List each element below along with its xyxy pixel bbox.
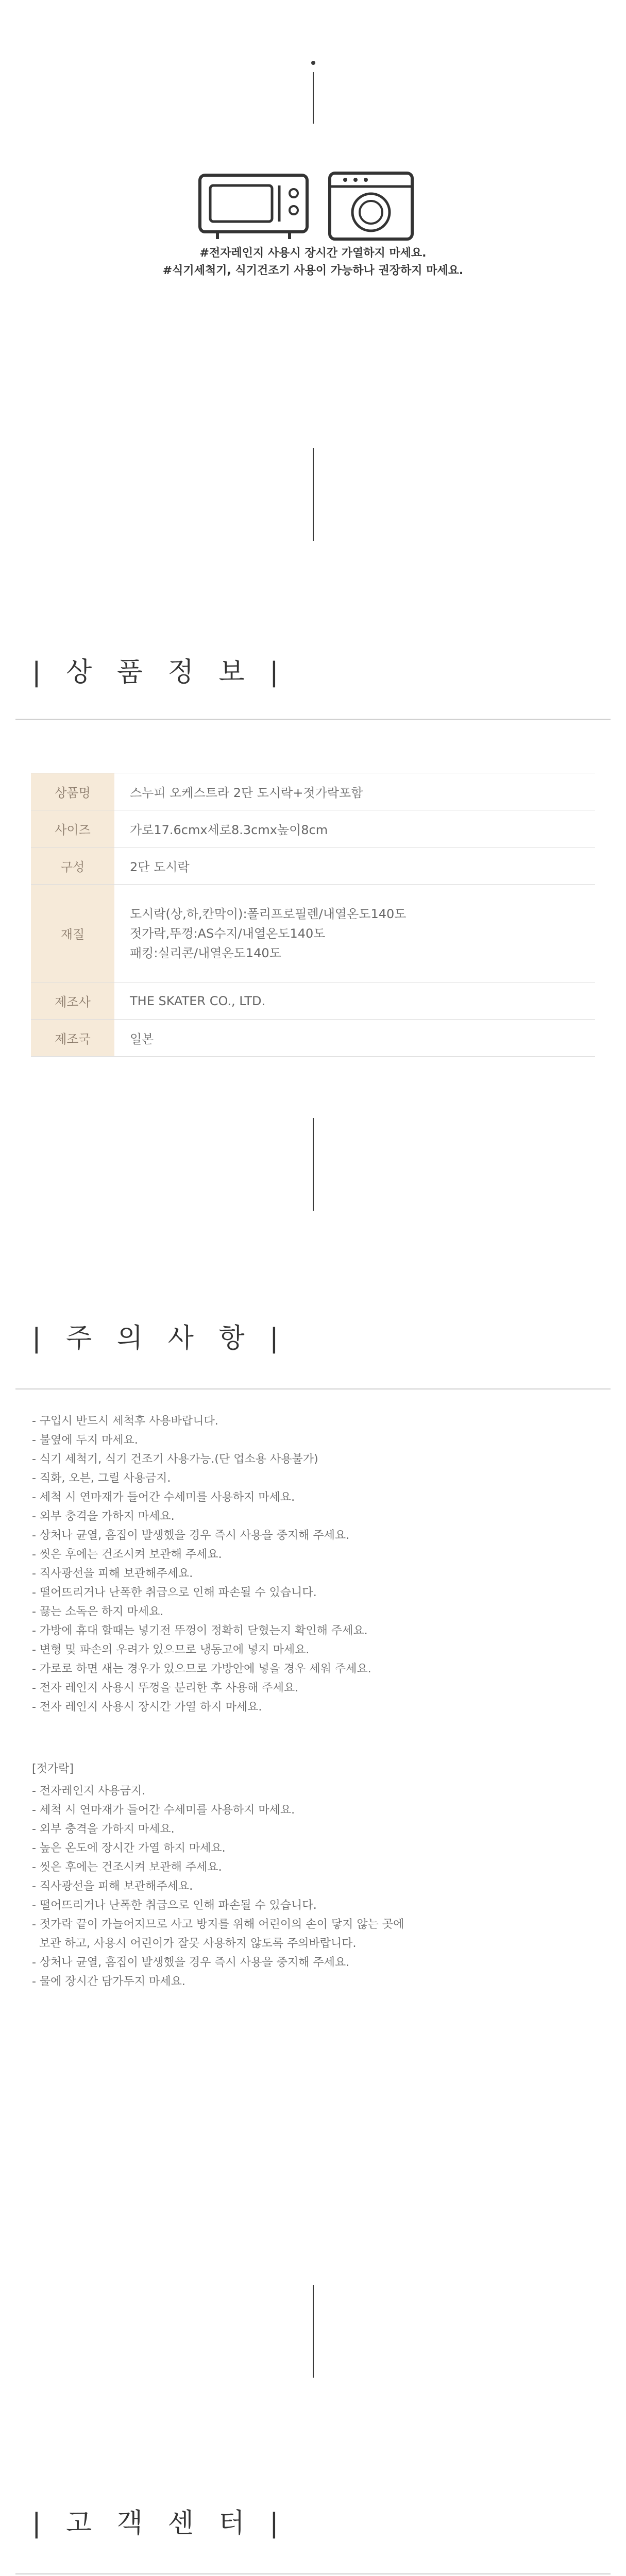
list-item: 보관 하고, 사용시 어린이가 잘못 사용하지 않도록 주의바랍니다.: [32, 1937, 357, 1950]
list-item: - 직화, 오븐, 그릴 사용금지.: [32, 1472, 171, 1485]
list-item: - 세척 시 연마재가 들어간 수세미를 사용하지 마세요.: [32, 1491, 295, 1504]
table-row: [31, 848, 595, 885]
row-key: 사이즈: [31, 810, 114, 848]
row-key: 제조국: [31, 1020, 114, 1057]
table-row: [31, 885, 595, 982]
list-item: - 외부 충격을 가하지 마세요.: [32, 1823, 175, 1836]
row-key: 상품명: [31, 773, 114, 810]
list-item: - 전자 레인지 사용시 장시간 가열 하지 마세요.: [32, 1701, 262, 1714]
caution-title: | 주 의 사 항 |: [32, 1323, 287, 1354]
list-item: - 씻은 후에는 건조시켜 보관해 주세요.: [32, 1861, 222, 1874]
list-item: - 세척 시 연마재가 들어간 수세미를 사용하지 마세요.: [32, 1804, 295, 1817]
table-row: [31, 1020, 595, 1057]
row-key: 구성: [31, 848, 114, 885]
divider-line-2: [313, 1118, 314, 1211]
list-item: - 외부 충격을 가하지 마세요.: [32, 1510, 175, 1523]
row-value: 2단 도시락: [114, 848, 595, 885]
list-item: - 높은 온도에 장시간 가열 하지 마세요.: [32, 1842, 226, 1855]
list-item: - 직사광선을 피해 보관해주세요.: [32, 1880, 193, 1893]
list-item: - 불옆에 두지 마세요.: [32, 1434, 138, 1447]
table-row: [31, 810, 595, 848]
product-info-rule: [15, 719, 611, 720]
service-title: | 고 객 센 터 |: [32, 2508, 287, 2539]
list-item: - 직사광선을 피해 보관해주세요.: [32, 1567, 193, 1580]
chopsticks-caution-list: [32, 1759, 404, 1991]
row-key: 제조사: [31, 982, 114, 1020]
chopsticks-subtitle: [젓가락]: [32, 1762, 74, 1775]
list-item: - 가방에 휴대 할때는 넣기전 뚜껑이 정확히 닫혔는지 확인해 주세요.: [32, 1624, 368, 1637]
microwave-icon: [197, 170, 310, 242]
list-item: - 변형 및 파손의 우려가 있으므로 냉동고에 넣지 마세요.: [32, 1643, 310, 1656]
row-value: [114, 885, 595, 982]
divider-line-1: [313, 448, 314, 541]
list-item: - 식기 세척기, 식기 건조기 사용가능.(단 업소용 사용불가): [32, 1453, 318, 1466]
top-dot: [311, 61, 315, 65]
product-info-title: | 상 품 정 보 |: [32, 657, 287, 688]
top-notice-line2: #식기세척기, 식기건조기 사용이 가능하나 권장하지 마세요.: [162, 264, 464, 277]
caution-rule: [15, 1388, 611, 1389]
material-line-1: 도시락(상,하,칸막이):폴리프로필렌/내열온도140도: [130, 906, 407, 921]
row-value: 스누피 오케스트라 2단 도시락+젓가락포함: [114, 773, 595, 810]
top-notice: [0, 245, 626, 280]
list-item: - 떨어뜨리거나 난폭한 취급으로 인해 파손될 수 있습니다.: [32, 1586, 317, 1599]
dish-rack-icon: [319, 170, 422, 242]
divider-line-3: [313, 2285, 314, 2378]
list-item: - 씻은 후에는 건조시켜 보관해 주세요.: [32, 1548, 222, 1561]
list-item: - 전자 레인지 사용시 뚜껑을 분리한 후 사용해 주세요.: [32, 1682, 299, 1694]
top-notice-line1: #전자레인지 사용시 장시간 가열하지 마세요.: [199, 247, 427, 260]
service-rule: [15, 2573, 611, 2574]
row-value: THE SKATER CO., LTD.: [114, 982, 595, 1020]
table-row: [31, 773, 595, 810]
row-value: 일본: [114, 1020, 595, 1057]
list-item: - 상처나 균열, 흠집이 발생했을 경우 즉시 사용을 중지해 주세요.: [32, 1529, 350, 1542]
material-line-2: 젓가락,뚜껑:AS수지/내열온도140도: [130, 926, 326, 941]
top-vertical-line: [313, 72, 314, 124]
product-info-table: [31, 773, 595, 1057]
material-line-3: 패킹:실리콘/내열온도140도: [130, 945, 281, 960]
list-item: - 떨어뜨리거나 난폭한 취급으로 인해 파손될 수 있습니다.: [32, 1899, 317, 1912]
list-item: - 상처나 균열, 흠집이 발생했을 경우 즉시 사용을 중지해 주세요.: [32, 1956, 350, 1969]
table-row: [31, 982, 595, 1020]
list-item: - 끓는 소독은 하지 마세요.: [32, 1605, 164, 1618]
caution-list: [32, 1412, 371, 1717]
list-item: - 가로로 하면 새는 경우가 있으므로 가방안에 넣을 경우 세워 주세요.: [32, 1663, 371, 1675]
list-item: - 물에 장시간 담가두지 마세요.: [32, 1975, 185, 1988]
list-item: - 젓가락 끝이 가늘어지므로 사고 방지를 위해 어린이의 손이 닿지 않는 곳에: [32, 1918, 404, 1931]
list-item: - 전자레인지 사용금지.: [32, 1785, 146, 1798]
row-key: 재질: [31, 885, 114, 982]
row-value: 가로17.6cmx세로8.3cmx높이8cm: [114, 810, 595, 848]
list-item: - 구입시 반드시 세척후 사용바랍니다.: [32, 1415, 218, 1428]
